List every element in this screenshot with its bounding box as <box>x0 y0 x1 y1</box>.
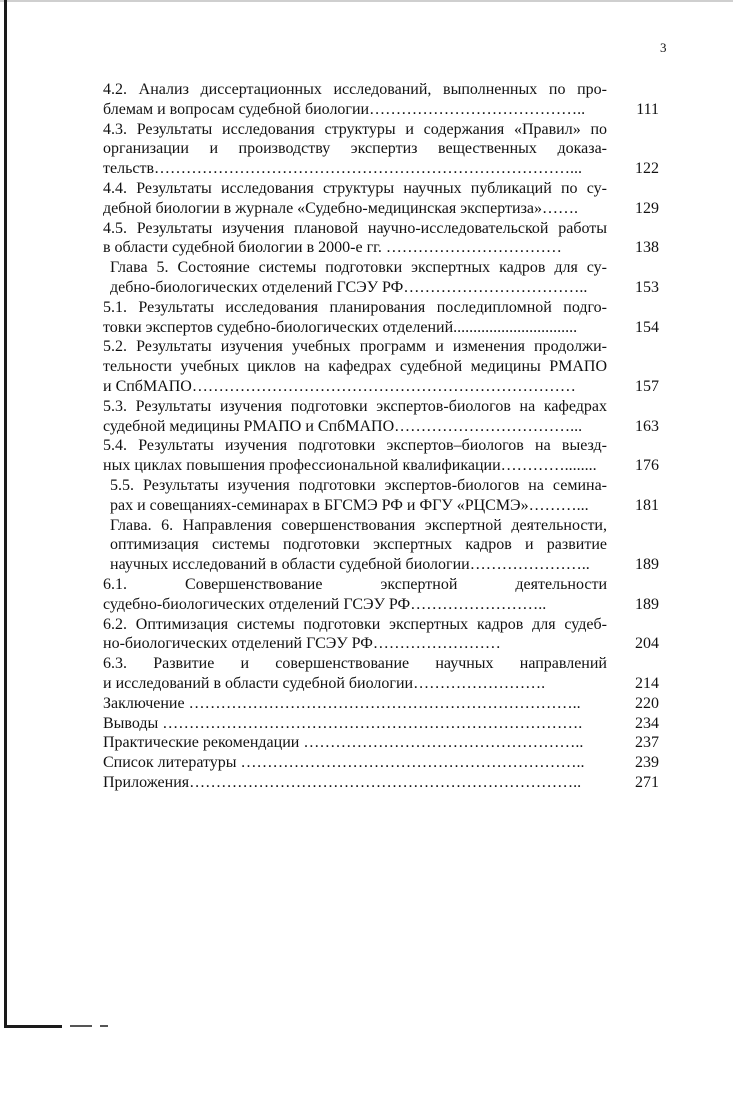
toc-entry <box>103 773 659 793</box>
toc-entry-text: 4.4. Результаты исследования структуры научных публикаций по су- <box>103 179 607 197</box>
toc-entry-text: товки экспертов судебно-биологических отделений............................... <box>103 318 578 336</box>
toc-entry-text: Приложения……………………………………………………………….. <box>103 773 582 791</box>
toc-entry-text: научных исследований в области судебной биологии………………….. <box>110 556 590 574</box>
toc-entry <box>103 298 659 338</box>
scan-dash-1 <box>70 1025 92 1027</box>
toc-entry-page: 189 <box>635 556 659 574</box>
toc-entry-text: 5.2. Результаты изучения учебных программ и изменения продолжи- <box>103 338 607 356</box>
toc-entry-page: 189 <box>635 595 659 613</box>
toc-entry-text: судебно-биологических отделений ГСЭУ РФ…………………….. <box>103 595 547 613</box>
page-number: 3 <box>660 40 667 55</box>
toc-entry <box>103 476 659 516</box>
toc-entry-text: дебной биологии в журнале «Судебно-медицинская экспертиза»……. <box>103 199 578 217</box>
toc-entry <box>103 753 659 773</box>
toc-entry-page: 154 <box>635 318 659 336</box>
toc-entry-text: в области судебной биологии в 2000-е гг. …………………………… <box>103 239 562 257</box>
toc-entry-page: 214 <box>635 674 659 692</box>
toc-entry-text: оптимизация системы подготовки экспертных кадров и развитие <box>110 536 607 554</box>
toc-entry-text: тельств……………………………………………………………………... <box>103 160 583 178</box>
toc-entry-page: 157 <box>635 377 659 395</box>
toc-entry-page: 181 <box>635 496 659 514</box>
toc-entry-text: дебно-биологических отделений ГСЭУ РФ…………………………….. <box>110 278 588 296</box>
toc-entry-page: 204 <box>635 635 659 653</box>
toc-entry-text: 5.5. Результаты изучения подготовки экспертов-биологов на семина- <box>110 476 607 494</box>
toc-entry-page: 122 <box>635 160 659 178</box>
toc-entry-text: рах и совещаниях-семинарах в БГСМЭ РФ и ФГУ «РЦСМЭ»………... <box>110 496 589 514</box>
toc-entry-text: судебной медицины РМАПО и СпбМАПО……………………………... <box>103 417 583 435</box>
toc-entry-page: 138 <box>635 239 659 257</box>
toc-entry-text: ных циклах повышения профессиональной квалификации…………........ <box>103 457 597 475</box>
toc-entry-text: 4.2. Анализ диссертационных исследований, выполненных по про- <box>103 81 607 98</box>
toc-entry-page: 163 <box>635 417 659 435</box>
toc-entry-page: 153 <box>635 278 659 296</box>
toc-entry <box>103 654 659 694</box>
toc-entry-text: 5.4. Результаты изучения подготовки экспертов–биологов на выезд- <box>103 437 607 455</box>
toc-entry <box>103 714 659 734</box>
toc-entry <box>103 120 659 179</box>
toc-entry-text: и СпбМАПО……………………………………………………………… <box>103 377 576 395</box>
toc-entry <box>103 436 659 476</box>
toc-entry <box>103 694 659 714</box>
toc-entry-text: и исследований в области судебной биологии……………………. <box>103 674 546 692</box>
scan-edge-top <box>0 0 733 2</box>
toc-entry-page: 111 <box>636 100 659 118</box>
toc-entry <box>103 219 659 259</box>
table-of-contents <box>103 80 659 793</box>
toc-entry <box>103 337 659 396</box>
toc-entry-text: организации и производству экспертиз вещественных доказа- <box>103 140 607 158</box>
toc-entry-text: 4.3. Результаты исследования структуры и содержания «Правил» по <box>103 120 607 138</box>
toc-entry-text: Глава. 6. Направления совершенствования экспертной деятельности, <box>110 516 607 534</box>
toc-entry-text: 6.3. Развитие и совершенствование научных направлений <box>103 655 607 673</box>
toc-entry-text: 6.2. Оптимизация системы подготовки экспертных кадров для судеб- <box>103 615 607 633</box>
toc-entry-text: блемам и вопросам судебной биологии………………………………….. <box>103 100 586 118</box>
toc-entry-text: Выводы ……………………………………………………………………. <box>103 714 583 732</box>
toc-entry-page: 234 <box>635 714 659 732</box>
toc-entry <box>103 575 659 615</box>
toc-entry-text: 5.3. Результаты изучения подготовки экспертов-биологов на кафедрах <box>103 397 607 415</box>
toc-entry-page: 176 <box>635 457 659 475</box>
toc-entry <box>103 733 659 753</box>
toc-entry-text: тельности учебных циклов на кафедрах судебной медицины РМАПО <box>103 358 607 376</box>
toc-entry-text: Список литературы ……………………………………………………….. <box>103 754 585 772</box>
toc-entry-page: 239 <box>635 754 659 772</box>
scan-edge-bottom <box>4 1025 62 1028</box>
toc-entry-text: Глава 5. Состояние системы подготовки экспертных кадров для су- <box>110 259 607 277</box>
toc-entry-text: 4.5. Результаты изучения плановой научно-исследовательской работы <box>103 219 607 237</box>
toc-entry <box>103 179 659 219</box>
toc-entry-page: 129 <box>635 199 659 217</box>
toc-entry <box>103 397 659 437</box>
toc-entry-text: 6.1. Совершенствование экспертной деятельности <box>103 575 607 593</box>
toc-entry-text: 5.1. Результаты исследования планирования последипломной подго- <box>103 298 607 316</box>
toc-entry-text: Заключение ……………………………………………………………….. <box>103 694 581 712</box>
toc-entry-page: 220 <box>635 694 659 712</box>
toc-entry <box>103 615 659 655</box>
toc-entry-text: Практические рекомендации …………………………………………….. <box>103 734 584 752</box>
toc-entry <box>103 80 659 120</box>
toc-entry-text: но-биологических отделений ГСЭУ РФ…………………… <box>103 635 501 653</box>
toc-entry <box>103 258 659 298</box>
toc-entry-page: 271 <box>635 773 659 791</box>
toc-entry <box>103 516 659 575</box>
scan-dash-2 <box>100 1025 108 1027</box>
toc-entry-page: 237 <box>635 734 659 752</box>
scan-edge-left <box>4 0 7 1028</box>
